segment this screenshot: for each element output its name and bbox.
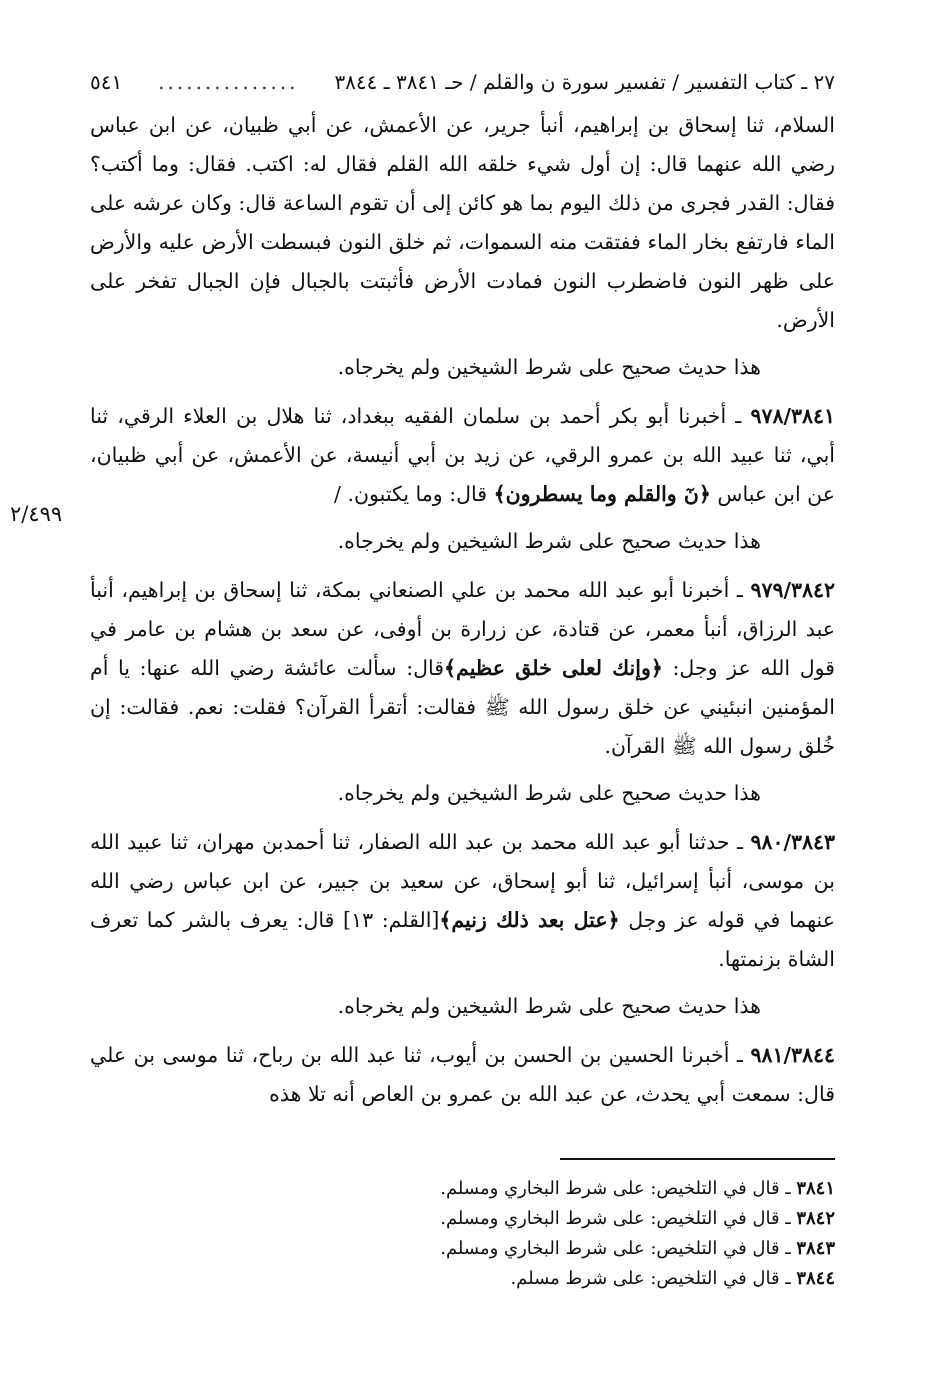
footnote-text: ـ قال في التلخيص: على شرط مسلم.: [510, 1268, 797, 1289]
footnote-text: ـ قال في التلخيص: على شرط البخاري ومسلم.: [440, 1238, 797, 1259]
hadith-matn: قال: سألت عائشة رضي الله عنها: يا أم المؤمنين انبئيني عن خلق رسول الله ﷺ فقالت: أتقرأ القرآن؟ فقلت: نعم. فقالت: إن خُلق رسول الله ﷺ القرآن.: [90, 656, 835, 758]
header-leader-dots: ...............: [158, 70, 299, 94]
hadith-chain: ـ أخبرنا أبو بكر أحمد بن سلمان الفقيه ببغداد، ثنا هلال بن العلاء الرقي، ثنا أبي، ثنا عبيد الله بن عمرو الرقي، عن زيد بن أبي أنيسة، عن الأعمش، عن أبي ظبيان، عن ابن عباس: [90, 404, 835, 506]
footnote-item: [335, 1174, 835, 1204]
hadith-text: [90, 1036, 835, 1114]
grading-statement: هذا حديث صحيح على شرط الشيخين ولم يخرجاه.: [337, 355, 761, 379]
hadith-number: ٩٨٠/٣٨٤٣: [750, 830, 835, 854]
footnote-number: ٣٨٤١: [796, 1178, 835, 1199]
hadith-chain: ـ حدثنا أبو عبد الله محمد بن عبد الله الصفار، ثنا أحمدبن مهران، ثنا عبيد الله بن موسى، أنبأ إسرائيل، ثنا أبو إسحاق، عن سعيد بن جبير، عن ابن عباس رضي الله عنهما في قوله عز وجل: [90, 830, 835, 932]
hadith-chain: ـ أخبرنا الحسين بن الحسن بن أيوب، ثنا عبد الله بن رباح، ثنا موسى بن علي قال: سمعت أبي يحدث، عن عبد الله بن عمرو بن العاص أنه تلا هذه: [90, 1043, 835, 1106]
footnote-rule: [560, 1158, 835, 1160]
quran-quote: ﴿عتل بعد ذلك زنيم﴾: [439, 908, 620, 932]
hadith-3841: [90, 397, 835, 561]
margin-reference: ٢/٤٩٩: [10, 502, 63, 526]
hadith-text: [90, 571, 835, 766]
page-body: [90, 62, 835, 1114]
hadith-matn: [القلم: ١٣] قال: يعرف بالشر كما تعرف الشاة بزنمتها.: [90, 908, 835, 971]
opening-block: [90, 106, 835, 387]
hadith-matn: قال: وما يكتبون. /: [334, 482, 494, 506]
hadith-chain: ـ أخبرنا أبو عبد الله محمد بن علي الصنعاني بمكة، ثنا إسحاق بن إبراهيم، أنبأ عبد الرزاق، أنبأ معمر، عن قتادة، عن زرارة بن أوفى، عن سعد بن هشام بن عامر في قول الله عز وجل:: [90, 578, 835, 680]
footnote-number: ٣٨٤٢: [796, 1208, 835, 1229]
running-header: [90, 62, 835, 102]
hadith-number: ٩٨١/٣٨٤٤: [750, 1043, 835, 1067]
footnote-item: [335, 1204, 835, 1234]
footnote-number: ٣٨٤٣: [796, 1238, 835, 1259]
hadith-3843: [90, 823, 835, 1026]
grading-statement: هذا حديث صحيح على شرط الشيخين ولم يخرجاه.: [337, 781, 761, 805]
opening-text: السلام، ثنا إسحاق بن إبراهيم، أنبأ جرير، عن الأعمش، عن أبي ظبيان، عن ابن عباس رضي الله عنهما قال: إن أول شيء خلقه الله القلم فقال له: اكتب. فقال: وما أكتب؟ فقال: القدر فجرى من ذلك اليوم بما هو كائن إلى أن تقوم الساعة قال: وكان عرشه على الماء فارتفع بخار الماء ففتقت منه السموات، ثم خلق النون فبسطت الأرض عليه والأرض على ظهر النون فاضطرب النون فمادت الأرض فأثبتت بالجبال فإن الجبال تفخر على الأرض.: [90, 113, 835, 332]
footnote-number: ٣٨٤٤: [796, 1268, 835, 1289]
hadith-text: [90, 397, 835, 514]
footnote-text: ـ قال في التلخيص: على شرط البخاري ومسلم.: [440, 1178, 797, 1199]
footnote-item: [335, 1264, 835, 1294]
page-number: ٥٤١: [90, 70, 123, 94]
hadith-text: [90, 823, 835, 979]
footnotes: [335, 1174, 835, 1294]
quran-quote: ﴿نٓ والقلم وما يسطرون﴾: [493, 482, 711, 506]
hadith-number: ٩٧٩/٣٨٤٢: [750, 578, 835, 602]
quran-quote: ﴿وإنك لعلى خلق عظيم﴾: [444, 656, 663, 680]
header-title: ٢٧ ـ كتاب التفسير / تفسير سورة ن والقلم / حـ ٣٨٤١ ـ ٣٨٤٤: [334, 70, 835, 94]
footnote-text: ـ قال في التلخيص: على شرط البخاري ومسلم.: [440, 1208, 797, 1229]
footnote-item: [335, 1234, 835, 1264]
hadith-3844: [90, 1036, 835, 1114]
hadith-3842: [90, 571, 835, 813]
grading-statement: هذا حديث صحيح على شرط الشيخين ولم يخرجاه.: [337, 529, 761, 553]
grading-statement: هذا حديث صحيح على شرط الشيخين ولم يخرجاه.: [337, 994, 761, 1018]
hadith-number: ٩٧٨/٣٨٤١: [750, 404, 835, 428]
